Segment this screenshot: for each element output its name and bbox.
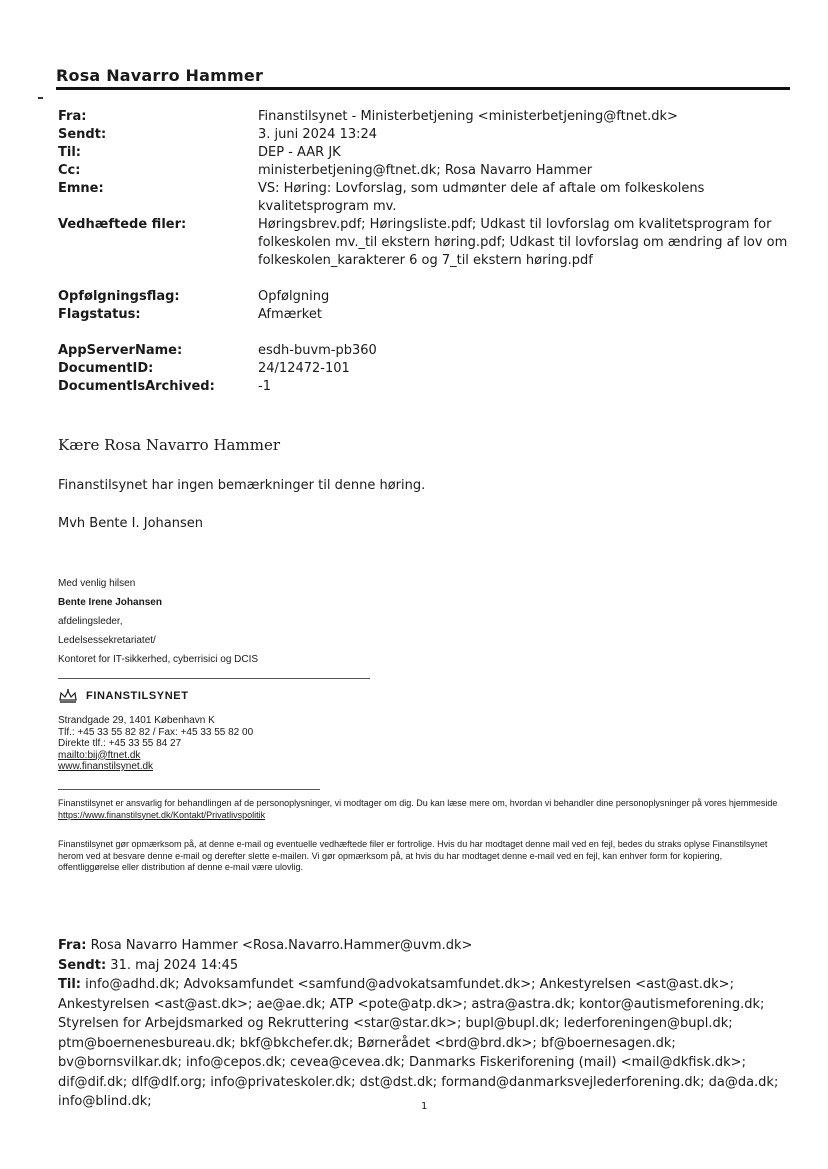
privacy-notice <box>58 798 786 821</box>
header-value: DEP - AAR JK <box>258 145 341 160</box>
header-label: Flagstatus: <box>58 307 141 322</box>
header-label: DocumentIsArchived: <box>58 379 215 394</box>
signature-name: Bente Irene Johansen <box>58 597 162 608</box>
sender-name: Rosa Navarro Hammer <box>56 66 264 85</box>
header-value: Afmærket <box>258 307 322 322</box>
header-value: Finanstilsynet - Ministerbetjening <ministerbetjening@ftnet.dk> <box>258 109 678 124</box>
direct-phone: Direkte tlf.: +45 33 55 84 27 <box>58 738 182 749</box>
privacy-link[interactable]: https://www.finanstilsynet.dk/Kontakt/Privatlivspolitik <box>58 809 266 820</box>
signature-block <box>58 574 258 669</box>
header-row-cc <box>58 162 788 180</box>
forwarded-from-label: Fra: <box>58 938 87 953</box>
forwarded-from-value: Rosa Navarro Hammer <Rosa.Navarro.Hammer@uvm.dk> <box>90 938 473 953</box>
signature-unit: Ledelsessekretariatet/ <box>58 635 156 646</box>
forwarded-from <box>58 936 793 956</box>
header-label: Opfølgningsflag: <box>58 289 180 304</box>
header-label: Fra: <box>58 109 87 124</box>
header-value: ministerbetjening@ftnet.dk; Rosa Navarro Hammer <box>258 163 593 178</box>
header-row-flag-status <box>58 306 788 324</box>
header-value: Opfølgning <box>258 289 330 304</box>
header-label: Emne: <box>58 181 104 196</box>
header-row-archived <box>58 378 788 396</box>
header-row-to <box>58 144 788 162</box>
header-value: Høringsbrev.pdf; Høringsliste.pdf; Udkast til lovforslag om kvalitetsprogram for folkeskolen mv._til ekstern høring.pdf; Udkast til lovforslag om ændring af lov om folkeskolen_karakterer 6 og 7_til ekstern høring.pdf <box>258 217 788 268</box>
header-label: AppServerName: <box>58 343 183 358</box>
forwarded-to-value: info@adhd.dk; Advoksamfundet <samfund@advokatsamfundet.dk>; Ankestyrelsen <ast@ast.dk>; Ankestyrelsen <ast@ast.dk>; ae@ae.dk; ATP <pote@atp.dk>; astra@astra.dk; kontor@autismeforening.dk; Styrelsen for Arbejdsmarked og Rekruttering <star@star.dk>; bupl@bupl.dk; lederforeningen@bupl.dk; ptm@boernenesbureau.dk; bkf@bkchefer.dk; Børnerådet <brd@brd.dk>; bf@boernesagen.dk; bv@bornsvilkar.dk; info@cepos.dk; cevea@cevea.dk; Danmarks Fiskeriforening (mail) <mail@dkfisk.dk>; dif@dif.dk; dlf@dlf.org; info@privateskoler.dk; dst@dst.dk; formand@danmarksvejlederforening.dk; da@da.dk; info@blind.dk; <box>58 977 779 1109</box>
forwarded-to-label: Til: <box>58 977 81 992</box>
header-row-app-server <box>58 342 788 360</box>
header-row-from <box>58 108 788 126</box>
header-rule <box>56 87 790 90</box>
header-label: DocumentID: <box>58 361 154 376</box>
logo-text: FINANSTILSYNET <box>86 690 189 702</box>
privacy-text: Finanstilsynet er ansvarlig for behandlingen af de personoplysninger, vi modtager om dig. Du kan læse mere om, hvordan vi behandler dine personoplysninger på vores hjemmeside <box>58 798 778 808</box>
email-link[interactable]: mailto:bij@ftnet.dk <box>58 749 141 761</box>
contact-divider <box>58 789 320 790</box>
email-header <box>58 108 788 396</box>
header-label: Vedhæftede filer: <box>58 217 187 232</box>
closing-text: Mvh Bente I. Johansen <box>58 516 204 531</box>
scan-mark <box>38 97 43 99</box>
header-row-sent <box>58 126 788 144</box>
greeting: Kære Rosa Navarro Hammer <box>58 436 280 454</box>
forwarded-sent-value: 31. maj 2024 14:45 <box>110 957 239 973</box>
crown-icon <box>58 688 78 704</box>
header-value: VS: Høring: Lovforslag, som udmønter dele af aftale om folkeskolens kvalitetsprogram mv. <box>258 181 705 214</box>
message-text: Finanstilsynet har ingen bemærkninger til denne høring. <box>58 478 426 493</box>
signature-office: Kontoret for IT-sikkerhed, cyberrisici og DCIS <box>58 654 259 665</box>
forwarded-to <box>58 975 793 1112</box>
header-value: 3. juni 2024 13:24 <box>258 127 378 142</box>
header-label: Til: <box>58 145 81 160</box>
header-row-followup-flag <box>58 288 788 306</box>
header-value: -1 <box>258 379 271 394</box>
confidentiality-notice: Finanstilsynet gør opmærksom på, at denne e-mail og eventuelle vedhæftede filer er fortrolige. Hvis du har modtaget denne mail ved en fejl, bedes du straks oplyse Finanstilsynet herom ved at besvare denne e-mail og derefter slette e-mailen. Vi gør opmærksom på, at hvis du har modtaget denne e-mail ved en fejl, kan enhver form for kopiering, offentliggørelse eller distribution af denne e-mail være ulovlig. <box>58 839 768 872</box>
header-value: 24/12472-101 <box>258 361 350 376</box>
website-link[interactable]: www.finanstilsynet.dk <box>58 761 154 772</box>
forwarded-header <box>58 936 793 1112</box>
finanstilsynet-logo <box>58 688 189 704</box>
forwarded-sent-label: Sendt: <box>58 957 107 973</box>
signature-regards: Med venlig hilsen <box>58 578 136 589</box>
phone: Tlf.: +45 33 55 82 82 / Fax: +45 33 55 82 00 <box>58 726 254 738</box>
page-number: 1 <box>421 1101 428 1112</box>
header-value: esdh-buvm-pb360 <box>258 343 377 358</box>
header-row-subject <box>58 180 788 216</box>
header-label: Cc: <box>58 163 81 178</box>
header-row-document-id <box>58 360 788 378</box>
header-row-attachments <box>58 216 788 270</box>
signature-title: afdelingsleder, <box>58 616 123 627</box>
contact-block <box>58 715 253 773</box>
header-label: Sendt: <box>58 127 107 142</box>
forwarded-sent <box>58 956 793 976</box>
address: Strandgade 29, 1401 København K <box>58 715 215 726</box>
signature-divider <box>58 678 370 679</box>
